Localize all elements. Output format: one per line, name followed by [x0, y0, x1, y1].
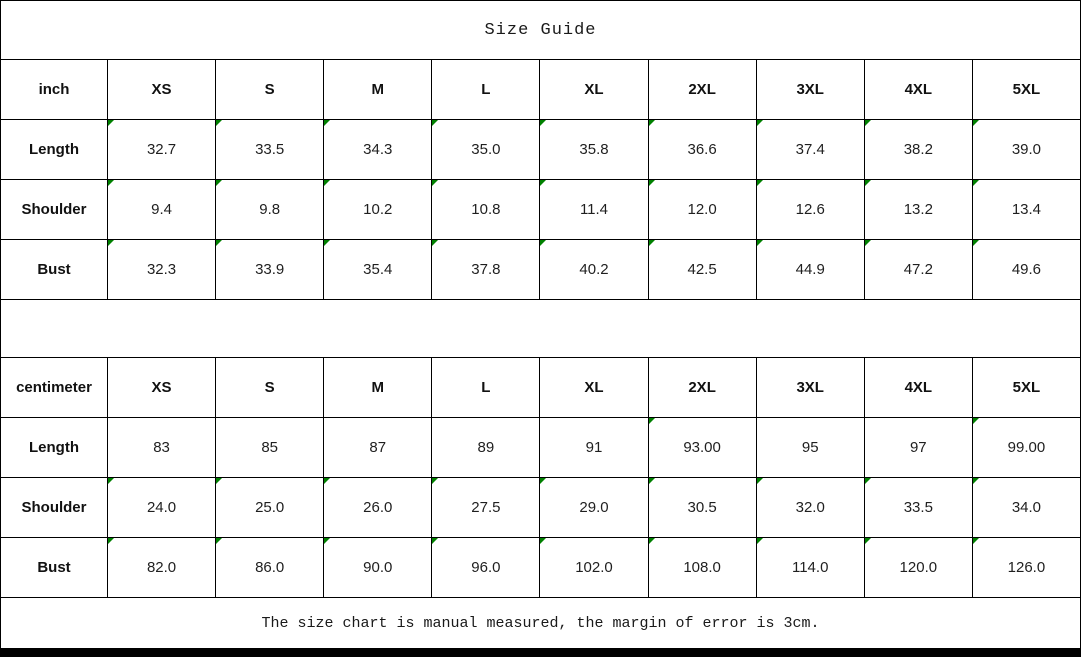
value-cell	[864, 120, 972, 180]
size-header-cell: L	[432, 60, 540, 120]
cell-value: 32.0	[795, 499, 825, 516]
cell-value: 47.2	[903, 261, 933, 278]
value-cell	[216, 120, 324, 180]
unit-header-cell: inch	[1, 60, 108, 120]
value-cell	[648, 538, 756, 598]
cell-value: 97	[909, 439, 927, 456]
value-cell	[864, 180, 972, 240]
footer-row	[1, 598, 1081, 649]
value-cell	[972, 418, 1080, 478]
value-cell	[216, 240, 324, 300]
value-cell	[108, 240, 216, 300]
corner-flag-icon	[649, 418, 655, 424]
corner-flag-icon	[108, 478, 114, 484]
value-cell	[864, 478, 972, 538]
size-header-cell: M	[324, 358, 432, 418]
page-title: Size Guide	[1, 1, 1081, 60]
cell-value: 34.3	[363, 141, 393, 158]
value-cell	[648, 120, 756, 180]
value-cell	[108, 478, 216, 538]
cell-value: 99.00	[1007, 439, 1046, 456]
title-section	[1, 1, 1081, 60]
cell-value: 83	[153, 439, 170, 456]
corner-flag-icon	[649, 120, 655, 126]
corner-flag-icon	[865, 240, 871, 246]
corner-flag-icon	[432, 180, 438, 186]
cell-value: 89	[477, 439, 495, 456]
cell-value: 27.5	[471, 499, 501, 516]
corner-flag-icon	[540, 240, 546, 246]
size-header-cell: 4XL	[864, 358, 972, 418]
value-cell	[432, 240, 540, 300]
cell-value: 102.0	[575, 559, 613, 576]
value-cell	[324, 240, 432, 300]
cell-value: 12.6	[795, 201, 825, 218]
corner-flag-icon	[973, 180, 979, 186]
size-header-cell: XL	[540, 60, 648, 120]
spacer-cell	[1, 300, 1081, 358]
value-cell	[756, 418, 864, 478]
table-row	[1, 240, 1081, 300]
size-header-cell: 3XL	[756, 60, 864, 120]
cell-value: 33.9	[255, 261, 285, 278]
table-row	[1, 418, 1081, 478]
table-row	[1, 180, 1081, 240]
corner-flag-icon	[973, 418, 979, 424]
cell-value: 29.0	[579, 499, 609, 516]
value-cell	[648, 478, 756, 538]
cell-value: 9.8	[259, 201, 281, 218]
value-cell	[756, 478, 864, 538]
corner-flag-icon	[865, 180, 871, 186]
cell-value: 96.0	[471, 559, 501, 576]
cell-value: 12.0	[687, 201, 717, 218]
corner-flag-icon	[757, 538, 763, 544]
corner-flag-icon	[324, 120, 330, 126]
value-cell	[540, 180, 648, 240]
value-cell	[108, 180, 216, 240]
cell-value: 91	[585, 439, 603, 456]
size-header-cell: XL	[540, 358, 648, 418]
cm-section	[1, 358, 1081, 598]
cell-value: 10.2	[363, 201, 393, 218]
row-label-cell: Bust	[1, 538, 108, 598]
corner-flag-icon	[649, 180, 655, 186]
value-cell	[216, 538, 324, 598]
cell-value: 37.8	[471, 261, 501, 278]
cell-value: 34.0	[1011, 499, 1042, 516]
cell-value: 114.0	[791, 559, 829, 576]
size-header-cell: 5XL	[972, 60, 1080, 120]
value-cell	[216, 418, 324, 478]
value-cell	[864, 418, 972, 478]
value-cell	[756, 120, 864, 180]
corner-flag-icon	[865, 120, 871, 126]
corner-flag-icon	[649, 240, 655, 246]
inch-section	[1, 60, 1081, 300]
value-cell	[432, 120, 540, 180]
value-cell	[648, 418, 756, 478]
cell-value: 44.9	[795, 261, 825, 278]
cell-value: 37.4	[795, 141, 825, 158]
cell-value: 108.0	[683, 559, 721, 576]
size-header-cell: S	[216, 358, 324, 418]
bottom-black-bar	[0, 649, 1081, 657]
corner-flag-icon	[108, 180, 114, 186]
corner-flag-icon	[216, 240, 222, 246]
size-header-cell: XS	[108, 358, 216, 418]
cell-value: 11.4	[579, 201, 609, 218]
corner-flag-icon	[432, 240, 438, 246]
corner-flag-icon	[432, 538, 438, 544]
corner-flag-icon	[540, 478, 546, 484]
cell-value: 120.0	[899, 559, 938, 576]
value-cell	[108, 538, 216, 598]
value-cell	[540, 120, 648, 180]
value-cell	[972, 180, 1080, 240]
value-cell	[540, 418, 648, 478]
cell-value: 24.0	[146, 499, 177, 516]
corner-flag-icon	[432, 478, 438, 484]
gap-section	[1, 300, 1081, 358]
cell-value: 49.6	[1011, 261, 1042, 278]
cell-value: 10.8	[471, 201, 501, 218]
size-header-cell: 2XL	[648, 60, 756, 120]
corner-flag-icon	[865, 538, 871, 544]
table-row	[1, 478, 1081, 538]
cell-value: 33.5	[903, 499, 933, 516]
value-cell	[864, 240, 972, 300]
corner-flag-icon	[757, 478, 763, 484]
size-header-row	[1, 60, 1081, 120]
title-row	[1, 1, 1081, 60]
cell-value: 87	[369, 439, 387, 456]
corner-flag-icon	[324, 538, 330, 544]
footer-note: The size chart is manual measured, the margin of error is 3cm.	[1, 598, 1081, 649]
cell-value: 25.0	[255, 499, 285, 516]
corner-flag-icon	[216, 180, 222, 186]
value-cell	[324, 538, 432, 598]
corner-flag-icon	[108, 240, 114, 246]
value-cell	[972, 478, 1080, 538]
corner-flag-icon	[973, 120, 979, 126]
unit-header-cell: centimeter	[1, 358, 108, 418]
corner-flag-icon	[216, 120, 222, 126]
corner-flag-icon	[973, 478, 979, 484]
corner-flag-icon	[108, 120, 114, 126]
corner-flag-icon	[540, 120, 546, 126]
value-cell	[324, 478, 432, 538]
size-header-cell: 3XL	[756, 358, 864, 418]
value-cell	[540, 478, 648, 538]
cell-value: 39.0	[1011, 141, 1042, 158]
row-label-cell: Shoulder	[1, 478, 108, 538]
value-cell	[324, 120, 432, 180]
value-cell	[756, 240, 864, 300]
corner-flag-icon	[216, 478, 222, 484]
corner-flag-icon	[540, 538, 546, 544]
cell-value: 86.0	[255, 559, 285, 576]
value-cell	[648, 180, 756, 240]
table-row	[1, 120, 1081, 180]
cell-value: 13.2	[903, 201, 933, 218]
corner-flag-icon	[865, 478, 871, 484]
size-header-cell: M	[324, 60, 432, 120]
value-cell	[216, 478, 324, 538]
corner-flag-icon	[973, 538, 979, 544]
value-cell	[432, 478, 540, 538]
size-header-cell: L	[432, 358, 540, 418]
value-cell	[648, 240, 756, 300]
corner-flag-icon	[757, 120, 763, 126]
value-cell	[324, 418, 432, 478]
corner-flag-icon	[432, 120, 438, 126]
cell-value: 85	[261, 439, 278, 456]
cell-value: 30.5	[687, 499, 717, 516]
value-cell	[972, 120, 1080, 180]
cell-value: 126.0	[1007, 559, 1046, 576]
corner-flag-icon	[324, 240, 330, 246]
corner-flag-icon	[108, 538, 114, 544]
value-cell	[540, 240, 648, 300]
value-cell	[756, 180, 864, 240]
cell-value: 40.2	[579, 261, 609, 278]
cell-value: 36.6	[687, 141, 717, 158]
value-cell	[432, 180, 540, 240]
cell-value: 33.5	[255, 141, 285, 158]
corner-flag-icon	[757, 180, 763, 186]
corner-flag-icon	[649, 538, 655, 544]
corner-flag-icon	[649, 478, 655, 484]
size-header-cell: 2XL	[648, 358, 756, 418]
value-cell	[972, 240, 1080, 300]
cell-value: 90.0	[363, 559, 393, 576]
size-header-cell: S	[216, 60, 324, 120]
size-header-cell: 4XL	[864, 60, 972, 120]
row-label-cell: Length	[1, 418, 108, 478]
corner-flag-icon	[216, 538, 222, 544]
row-label-cell: Shoulder	[1, 180, 108, 240]
row-label-cell: Length	[1, 120, 108, 180]
size-header-row	[1, 358, 1081, 418]
size-header-cell: XS	[108, 60, 216, 120]
spacer-row	[1, 300, 1081, 358]
cell-value: 95	[801, 439, 819, 456]
row-label-cell: Bust	[1, 240, 108, 300]
cell-value: 82.0	[146, 559, 177, 576]
value-cell	[432, 418, 540, 478]
value-cell	[108, 418, 216, 478]
value-cell	[324, 180, 432, 240]
cell-value: 32.7	[146, 141, 177, 158]
footer-section	[1, 598, 1081, 649]
value-cell	[108, 120, 216, 180]
cell-value: 9.4	[151, 201, 172, 218]
cell-value: 38.2	[903, 141, 933, 158]
corner-flag-icon	[324, 478, 330, 484]
cell-value: 35.0	[471, 141, 501, 158]
cell-value: 93.00	[683, 439, 721, 456]
cell-value: 42.5	[687, 261, 717, 278]
corner-flag-icon	[757, 240, 763, 246]
cell-value: 32.3	[146, 261, 177, 278]
value-cell	[972, 538, 1080, 598]
cell-value: 26.0	[363, 499, 393, 516]
value-cell	[216, 180, 324, 240]
corner-flag-icon	[973, 240, 979, 246]
value-cell	[540, 538, 648, 598]
table-row	[1, 538, 1081, 598]
cell-value: 35.4	[363, 261, 393, 278]
value-cell	[756, 538, 864, 598]
corner-flag-icon	[324, 180, 330, 186]
cell-value: 13.4	[1011, 201, 1042, 218]
size-header-cell: 5XL	[972, 358, 1080, 418]
corner-flag-icon	[540, 180, 546, 186]
value-cell	[432, 538, 540, 598]
cell-value: 35.8	[579, 141, 609, 158]
value-cell	[864, 538, 972, 598]
